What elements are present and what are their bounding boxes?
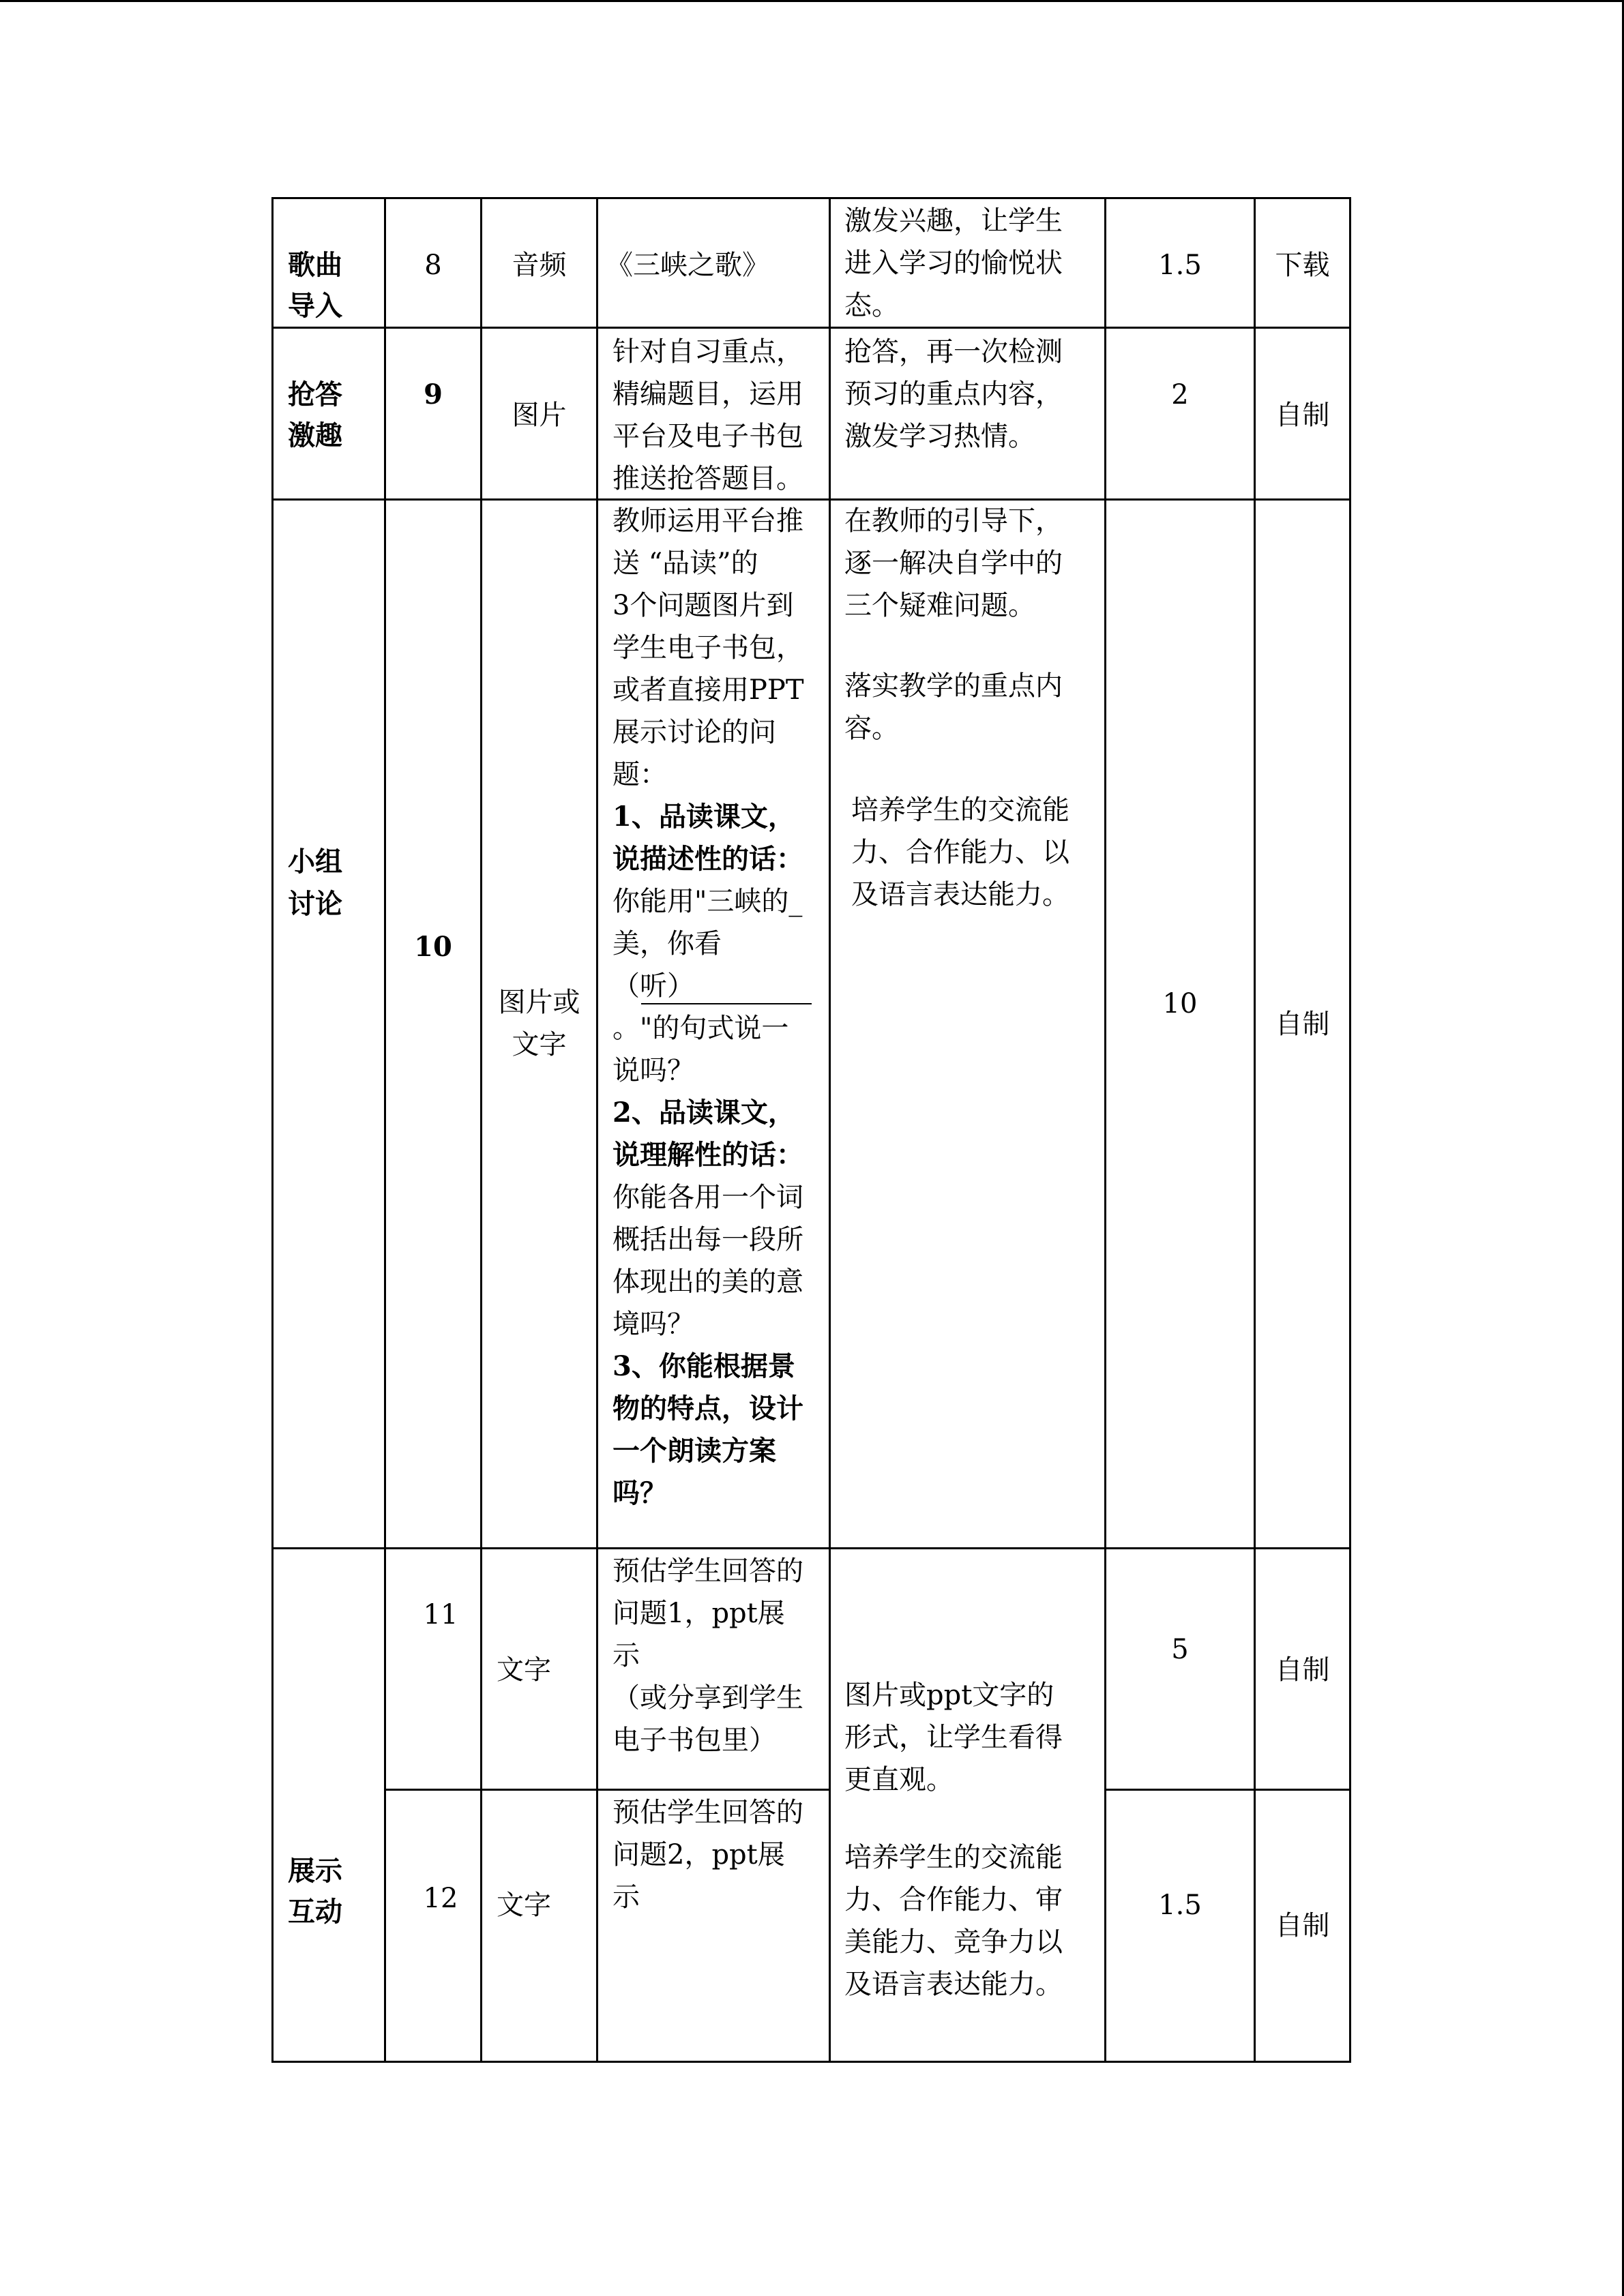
content-line: 说描述性的话： bbox=[612, 843, 803, 875]
stage-cell: 小组 bbox=[288, 846, 342, 878]
source-cell: 自制 bbox=[1275, 400, 1330, 431]
purpose-line: 更直观。 bbox=[844, 1764, 954, 1795]
content-line: 展示讨论的问 bbox=[612, 717, 776, 748]
content-line: 教师运用平台推 bbox=[612, 505, 803, 537]
stage-cell: 展示 bbox=[288, 1855, 342, 1887]
content-line: 3、你能根据景 bbox=[612, 1350, 795, 1382]
content-line: 题： bbox=[612, 759, 667, 790]
number-cell: 12 bbox=[423, 1883, 458, 1914]
content-line: （听） bbox=[612, 970, 694, 1002]
number-cell: 10 bbox=[414, 931, 452, 963]
row-line-4b bbox=[1104, 1789, 1351, 1791]
content-line: 你能各用一个词 bbox=[612, 1182, 803, 1213]
type-cell: 图片 bbox=[512, 400, 567, 431]
stage-cell: 讨论 bbox=[288, 889, 342, 920]
purpose-line: 三个疑难问题。 bbox=[844, 590, 1035, 621]
content-line: 一个朗读方案 bbox=[612, 1435, 776, 1467]
purpose-line: 容。 bbox=[844, 713, 899, 744]
row-line-3 bbox=[271, 1547, 1351, 1549]
purpose-cell: 抢答，再一次检测预习的重点内容，激发学习热情。 bbox=[844, 336, 1063, 452]
stage-cell: 抢答 bbox=[288, 379, 342, 411]
purpose-line: 力、合作能力、审 bbox=[844, 1884, 1063, 1915]
col-line-3 bbox=[596, 197, 598, 2063]
content-line: （或分享到学生 bbox=[612, 1682, 803, 1714]
content-line: 示 bbox=[612, 1640, 640, 1671]
purpose-line: 落实教学的重点内 bbox=[844, 670, 1063, 702]
col-line-5 bbox=[1104, 197, 1106, 2063]
purpose-line: 培养学生的交流能 bbox=[851, 794, 1069, 826]
col-line-1 bbox=[384, 197, 386, 2063]
content-line: 1、品读课文， bbox=[612, 801, 795, 833]
time-cell: 10 bbox=[1162, 988, 1198, 1019]
purpose-line: 及语言表达能力。 bbox=[851, 879, 1069, 910]
content-line: 美，你看 bbox=[612, 928, 722, 959]
content-line: 预估学生回答的 bbox=[612, 1797, 803, 1828]
table-border-left bbox=[271, 197, 274, 2063]
time-cell: 5 bbox=[1171, 1634, 1189, 1665]
content-line: 说吗？ bbox=[612, 1055, 694, 1086]
source-cell: 自制 bbox=[1275, 1009, 1330, 1040]
content-line: 3个问题图片到 bbox=[612, 590, 794, 621]
stage-cell: 歌曲 bbox=[288, 250, 342, 281]
content-line: 问题1，ppt展 bbox=[612, 1598, 785, 1629]
col-line-2 bbox=[480, 197, 482, 2063]
number-cell: 9 bbox=[424, 378, 443, 411]
content-cell: 《三峡之歌》 bbox=[606, 250, 769, 281]
row-line-4a bbox=[384, 1789, 829, 1791]
content-line: 物的特点，设计 bbox=[612, 1392, 803, 1425]
content-line: 说理解性的话： bbox=[612, 1139, 803, 1171]
table-border-bottom bbox=[271, 2061, 1351, 2063]
purpose-line: 逐一解决自学中的 bbox=[844, 548, 1063, 579]
source-cell: 下载 bbox=[1275, 250, 1330, 281]
content-line: 境吗？ bbox=[612, 1309, 694, 1340]
stage-cell: 激趣 bbox=[288, 420, 342, 451]
content-line: 2、品读课文， bbox=[612, 1097, 795, 1129]
purpose-line: 形式，让学生看得 bbox=[844, 1722, 1063, 1753]
source-cell: 自制 bbox=[1275, 1910, 1330, 1941]
number-cell: 8 bbox=[424, 250, 442, 281]
time-cell: 1.5 bbox=[1158, 1890, 1202, 1921]
purpose-line: 美能力、竞争力以 bbox=[844, 1926, 1063, 1958]
stage-cell: 导入 bbox=[288, 290, 342, 322]
content-line: 体现出的美的意 bbox=[612, 1266, 803, 1298]
content-line: 你能用"三峡的_ bbox=[612, 886, 803, 917]
content-line: 问题2，ppt展 bbox=[612, 1839, 785, 1870]
table-border-right bbox=[1349, 197, 1351, 2063]
content-line: 学生电子书包， bbox=[612, 632, 803, 664]
purpose-line: 图片或ppt文字的 bbox=[844, 1680, 1054, 1711]
content-line: 。"的句式说一 bbox=[612, 1013, 789, 1044]
number-cell: 11 bbox=[423, 1599, 458, 1630]
time-cell: 2 bbox=[1171, 379, 1189, 411]
type-cell: 音频 bbox=[512, 250, 567, 281]
content-line: 预估学生回答的 bbox=[612, 1555, 803, 1587]
purpose-cell: 激发兴趣，让学生进入学习的愉悦状态。 bbox=[844, 205, 1063, 321]
row-line-1 bbox=[271, 327, 1351, 329]
purpose-line: 培养学生的交流能 bbox=[844, 1842, 1063, 1873]
content-line: 电子书包里） bbox=[612, 1725, 776, 1756]
stage-cell: 互动 bbox=[288, 1896, 342, 1928]
content-line: 示 bbox=[612, 1881, 640, 1913]
purpose-line: 力、合作能力、以 bbox=[851, 837, 1069, 868]
type-cell: 文字 bbox=[512, 1029, 567, 1060]
purpose-line: 在教师的引导下， bbox=[844, 505, 1063, 537]
type-cell: 文字 bbox=[497, 1654, 551, 1686]
col-line-4 bbox=[829, 197, 831, 2063]
content-line: 送 “品读”的 bbox=[612, 548, 758, 579]
content-cell: 针对自习重点，精编题目，运用平台及电子书包推送抢答题目。 bbox=[612, 336, 803, 494]
table-border-top bbox=[271, 197, 1351, 199]
content-line: 概括出每一段所 bbox=[612, 1224, 803, 1255]
source-cell: 自制 bbox=[1275, 1654, 1330, 1686]
type-cell: 文字 bbox=[497, 1890, 551, 1921]
purpose-line: 及语言表达能力。 bbox=[844, 1969, 1063, 2000]
content-line: 吗？ bbox=[612, 1477, 667, 1509]
col-line-6 bbox=[1254, 197, 1256, 2063]
time-cell: 1.5 bbox=[1158, 250, 1202, 281]
content-line: 或者直接用PPT bbox=[612, 674, 804, 706]
type-cell: 图片或 bbox=[498, 987, 580, 1018]
